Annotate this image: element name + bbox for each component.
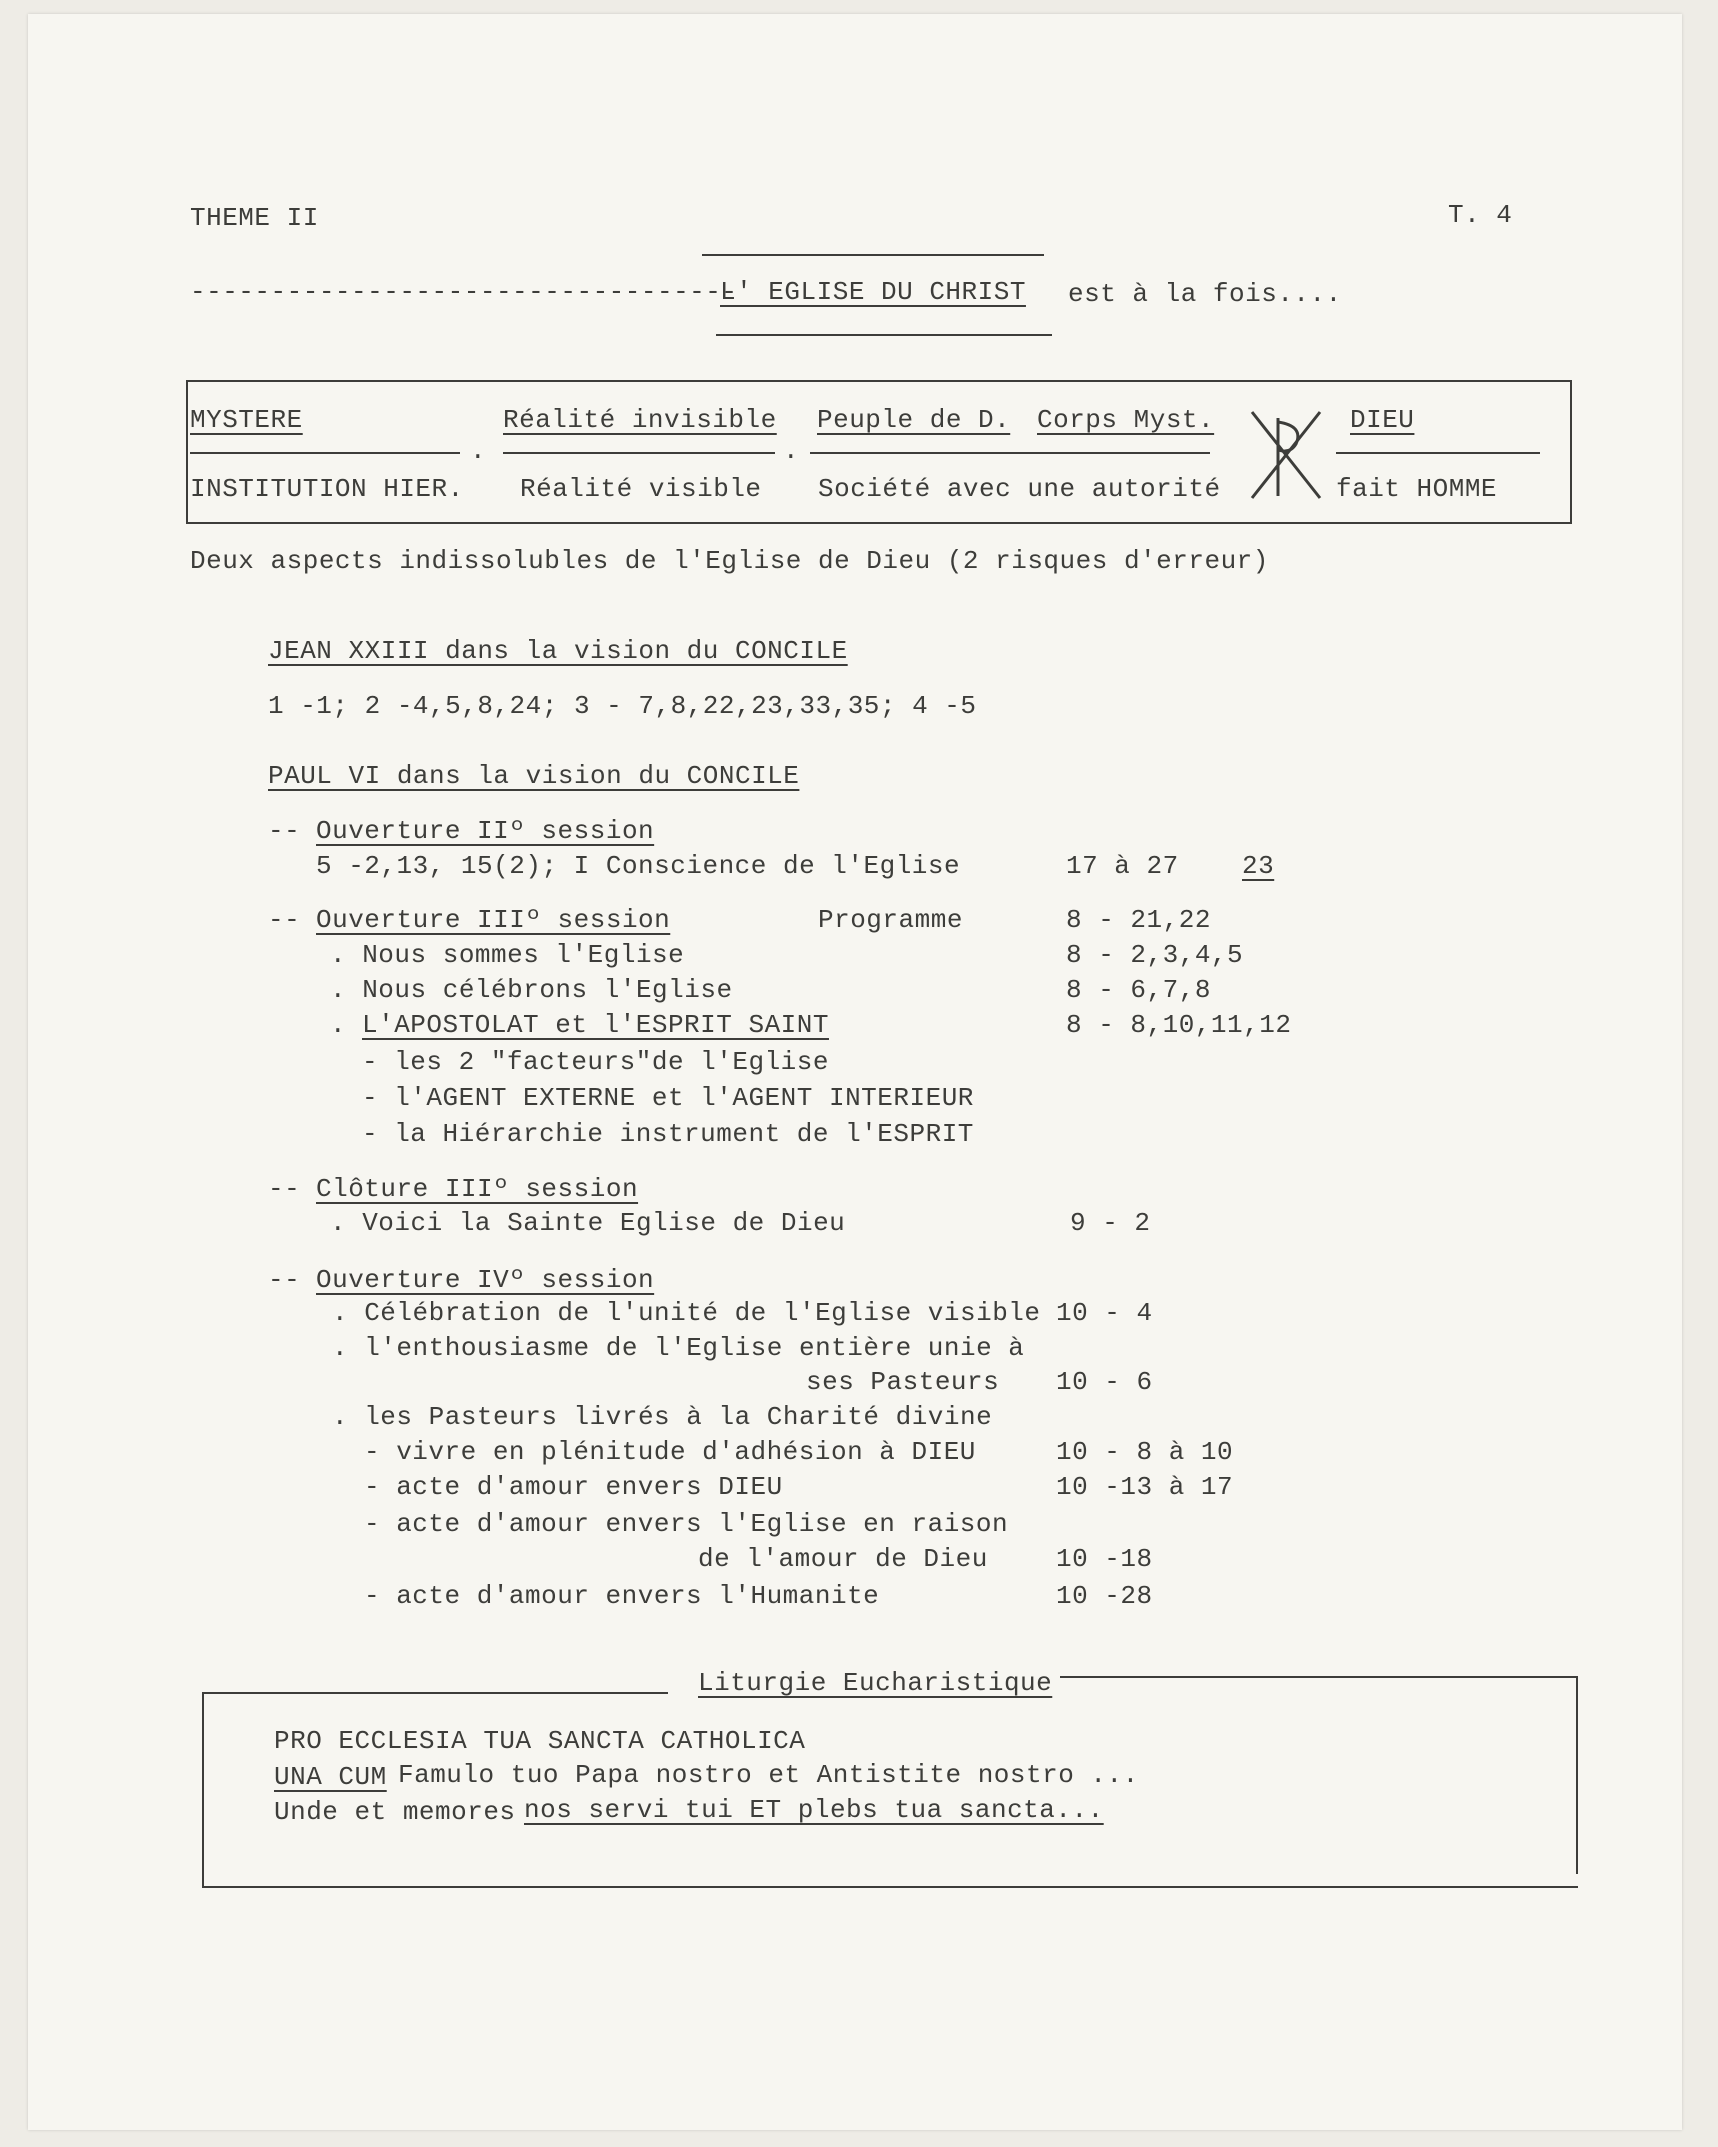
list-item: - la Hiérarchie instrument de l'ESPRIT — [362, 1119, 974, 1149]
list-item-ref: 8 - 6,7,8 — [1066, 975, 1211, 1005]
liturgy-box-left — [202, 1692, 204, 1888]
cell-dieu: DIEU — [1350, 405, 1415, 435]
section-ref-2: 23 — [1242, 851, 1275, 881]
title-rule-top — [702, 254, 1044, 256]
jean-heading: JEAN XXIII dans la vision du CONCILE — [268, 636, 848, 666]
title-rest: est à la fois.... — [1068, 279, 1342, 309]
list-item: - vivre en plénitude d'adhésion à DIEU — [364, 1437, 976, 1467]
liturgy-line-2: Famulo tuo Papa nostro et Antistite nostro ... — [398, 1760, 1139, 1790]
section-ref: 17 à 27 — [1066, 851, 1179, 881]
list-item: - les 2 "facteurs"de l'Eglise — [362, 1047, 829, 1077]
list-item: - acte d'amour envers l'Eglise en raison — [364, 1509, 1009, 1539]
section-dash: -- — [268, 816, 301, 846]
section-dash: -- — [268, 1174, 301, 1204]
list-item-ref: 10 -28 — [1056, 1581, 1153, 1611]
list-item-ref: 10 - 8 à 10 — [1056, 1437, 1234, 1467]
table-divider-1 — [190, 452, 460, 454]
list-item: L'APOSTOLAT et l'ESPRIT SAINT — [362, 1010, 829, 1040]
liturgy-line-1: PRO ECCLESIA TUA SANCTA CATHOLICA — [274, 1726, 806, 1756]
cell-societe: Société avec une autorité — [818, 474, 1221, 504]
jean-refs: 1 -1; 2 -4,5,8,24; 3 - 7,8,22,23,33,35; 4 -5 — [268, 691, 977, 721]
table-divider-3 — [810, 452, 1210, 454]
page-code: T. 4 — [1448, 200, 1513, 230]
list-item-ref: 10 - 6 — [1056, 1367, 1153, 1397]
list-item: de l'amour de Dieu — [698, 1544, 988, 1574]
list-item: - acte d'amour envers DIEU — [364, 1472, 783, 1502]
section-line: 5 -2,13, 15(2); I Conscience de l'Eglise — [316, 851, 961, 881]
aspects-caption: Deux aspects indissolubles de l'Eglise de Dieu (2 risques d'erreur) — [190, 546, 1269, 576]
list-item: . l'enthousiasme de l'Eglise entière unie à — [332, 1333, 1025, 1363]
chi-rho-icon — [1246, 408, 1326, 502]
list-item-ref: 10 -13 à 17 — [1056, 1472, 1234, 1502]
liturgy-title: Liturgie Eucharistique — [698, 1668, 1053, 1698]
divider-dot: . — [470, 436, 487, 466]
section-dash: -- — [268, 1265, 301, 1295]
table-divider-2 — [503, 452, 775, 454]
list-item: . les Pasteurs livrés à la Charité divine — [332, 1402, 993, 1432]
list-item-ref: 8 - 2,3,4,5 — [1066, 940, 1244, 970]
section-title: Ouverture IVº session — [316, 1265, 655, 1295]
list-item: - acte d'amour envers l'Humanite — [364, 1581, 880, 1611]
list-item-ref: 8 - 8,10,11,12 — [1066, 1010, 1292, 1040]
title-main: L' EGLISE DU CHRIST — [720, 277, 1026, 307]
section-title: Clôture IIIº session — [316, 1174, 639, 1204]
list-item: . Célébration de l'unité de l'Eglise visible — [332, 1298, 1041, 1328]
liturgy-box-right — [1576, 1676, 1578, 1874]
list-item: . Nous célébrons l'Eglise — [330, 975, 733, 1005]
cell-peuple: Peuple de D. — [817, 405, 1011, 435]
section-title: Ouverture IIº session — [316, 816, 655, 846]
list-item-dot: . — [330, 1010, 347, 1040]
section-title: Ouverture IIIº session — [316, 905, 671, 935]
liturgy-box-top-right — [1060, 1676, 1578, 1678]
liturgy-box-bottom — [202, 1886, 1578, 1888]
liturgy-line-3-underlined: nos servi tui ET plebs tua sancta... — [524, 1795, 1104, 1825]
list-item: ses Pasteurs — [806, 1367, 1000, 1397]
liturgy-line-3: Unde et memores — [274, 1797, 516, 1827]
cell-corps: Corps Myst. — [1037, 405, 1215, 435]
title-dashes: ---------------------------------- — [190, 277, 738, 307]
liturgy-box-top-left — [202, 1692, 668, 1694]
list-item: . Nous sommes l'Eglise — [330, 940, 685, 970]
cell-homme: fait HOMME — [1336, 474, 1498, 504]
title-rule-bottom — [716, 334, 1052, 336]
programme-label: Programme — [818, 905, 963, 935]
list-item-ref: 9 - 2 — [1070, 1208, 1151, 1238]
programme-ref: 8 - 21,22 — [1066, 905, 1211, 935]
theme-label: THEME II — [190, 203, 319, 233]
list-item: - l'AGENT EXTERNE et l'AGENT INTERIEUR — [362, 1083, 974, 1113]
cell-mystere: MYSTERE — [190, 405, 303, 435]
table-divider-4 — [1336, 452, 1540, 454]
list-item: . Voici la Sainte Eglise de Dieu — [330, 1208, 846, 1238]
paul-heading: PAUL VI dans la vision du CONCILE — [268, 761, 800, 791]
liturgy-line-2-underlined: UNA CUM — [274, 1762, 387, 1792]
list-item-ref: 10 - 4 — [1056, 1298, 1153, 1328]
cell-institution: INSTITUTION HIER. — [190, 474, 464, 504]
list-item-ref: 10 -18 — [1056, 1544, 1153, 1574]
section-dash: -- — [268, 905, 301, 935]
cell-visible: Réalité visible — [520, 474, 762, 504]
divider-dot: . — [783, 436, 800, 466]
cell-invisible: Réalité invisible — [503, 405, 777, 435]
